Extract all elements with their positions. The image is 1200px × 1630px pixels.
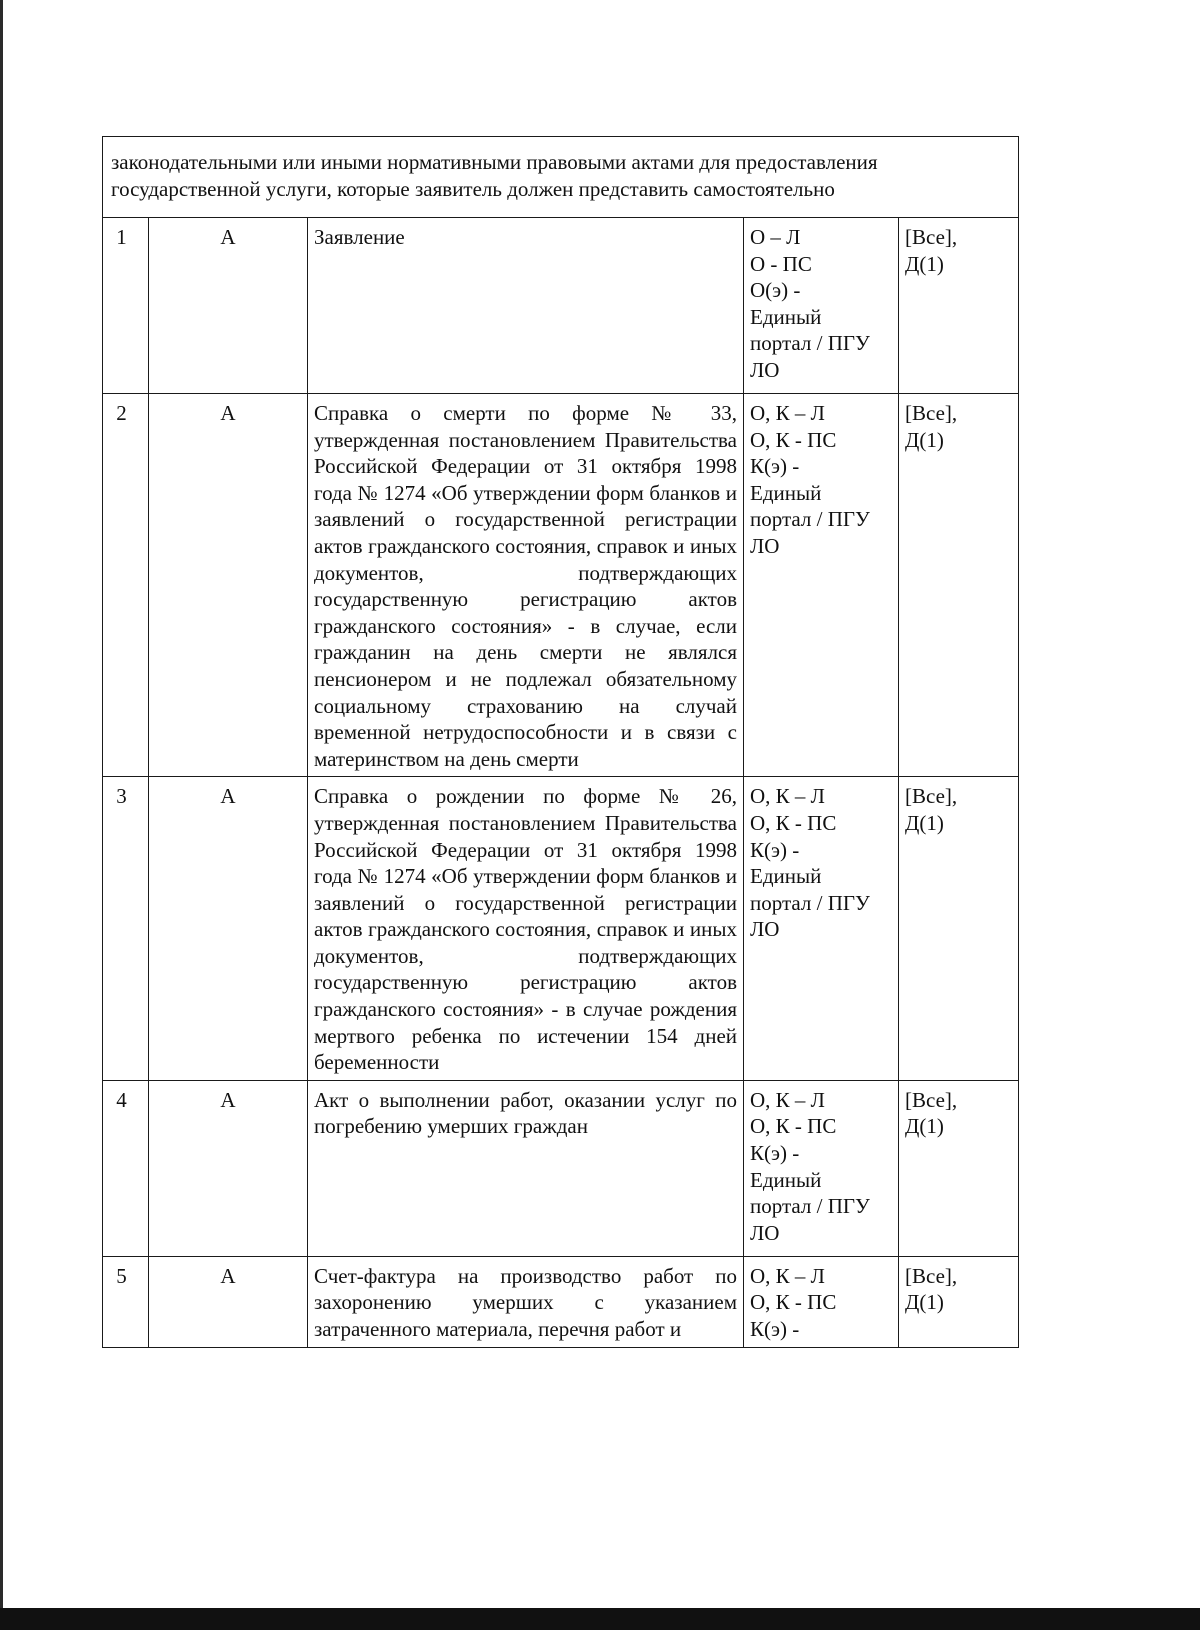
row-number: 4 — [103, 1080, 149, 1256]
row-submission-method — [744, 1256, 899, 1347]
document-table — [102, 136, 1019, 1348]
table-row — [103, 1256, 1019, 1347]
note-line: Д(1) — [905, 427, 944, 452]
row-submission-method — [744, 777, 899, 1081]
method-line: портал / ПГУ — [750, 890, 870, 915]
method-line: ЛО — [750, 917, 780, 942]
note-line: [Все], — [905, 1263, 958, 1288]
table-row — [103, 394, 1019, 777]
row-number: 3 — [103, 777, 149, 1081]
row-description-text: Счет-фактура на производство работ по захоронению умерших с указанием затраченного материала, перечня работ и — [314, 1263, 737, 1342]
method-line: О, К – Л — [750, 1087, 825, 1112]
method-line: Единый — [750, 864, 822, 889]
table-header-text: законодательными или иными нормативными правовыми актами для предоставления государственной услуги, которые заявитель должен представить самостоятельно — [111, 150, 878, 201]
row-submission-method — [744, 218, 899, 394]
row-code: А — [149, 1080, 308, 1256]
row-description — [308, 777, 744, 1081]
table-row — [103, 1080, 1019, 1256]
method-line: К(э) - — [750, 837, 800, 862]
note-line: [Все], — [905, 784, 958, 809]
method-line: О(э) - — [750, 278, 801, 303]
method-line: Единый — [750, 1167, 822, 1192]
row-note — [899, 1080, 1019, 1256]
row-description-text: Заявление — [314, 225, 405, 249]
method-line: О - ПС — [750, 251, 812, 276]
method-line: О – Л — [750, 225, 801, 249]
note-line: [Все], — [905, 225, 958, 249]
method-line: О, К - ПС — [750, 427, 837, 452]
note-line: Д(1) — [905, 1114, 944, 1139]
method-line: Единый — [750, 480, 822, 505]
table-header-row — [103, 137, 1019, 218]
table-row — [103, 218, 1019, 394]
row-code: А — [149, 218, 308, 394]
method-line: портал / ПГУ — [750, 331, 870, 356]
row-description — [308, 1080, 744, 1256]
row-code: А — [149, 394, 308, 777]
row-code: А — [149, 777, 308, 1081]
row-description-text: Справка о рождении по форме № 26, утвержденная постановлением Правительства Российской Федерации от 31 октября 1998 года № 1274 «Об утверждении форм бланков и заявлений о государственной регистрации актов гражданского состояния, справок и иных документов, подтверждающих государственную регистрацию актов гражданского состояния» - в случае рождения мертвого ребенка по истечении 154 дней беременности — [314, 784, 737, 1075]
method-line: портал / ПГУ — [750, 507, 870, 532]
row-description — [308, 218, 744, 394]
page-edge — [0, 0, 3, 1630]
row-code: А — [149, 1256, 308, 1347]
method-line: К(э) - — [750, 1317, 800, 1342]
method-line: ЛО — [750, 533, 780, 558]
note-line: [Все], — [905, 1087, 958, 1112]
row-note — [899, 394, 1019, 777]
row-number: 2 — [103, 394, 149, 777]
row-description-text: Акт о выполнении работ, оказании услуг по погребению умерших граждан — [314, 1087, 737, 1139]
method-line: О, К - ПС — [750, 1114, 837, 1139]
note-line: Д(1) — [905, 1290, 944, 1315]
row-submission-method — [744, 394, 899, 777]
method-line: портал / ПГУ — [750, 1194, 870, 1219]
scan-bottom-band — [0, 1608, 1200, 1630]
method-line: О, К - ПС — [750, 1290, 837, 1315]
method-line: К(э) - — [750, 1141, 800, 1166]
row-description — [308, 1256, 744, 1347]
row-description-text: Справка о смерти по форме № 33, утвержденная постановлением Правительства Российской Федерации от 31 октября 1998 года № 1274 «Об утверждении форм бланков и заявлений о государственной регистрации актов гражданского состояния, справок и иных документов, подтверждающих государственную регистрацию актов гражданского состояния» - в случае, если гражданин на день смерти не являлся пенсионером и не подлежал обязательному социальному страхованию на случай временной нетрудоспособности и в связи с материнством на день смерти — [314, 401, 737, 771]
row-number: 5 — [103, 1256, 149, 1347]
method-line: ЛО — [750, 1220, 780, 1245]
note-line: Д(1) — [905, 251, 944, 276]
method-line: К(э) - — [750, 454, 800, 479]
table-header-cell — [103, 137, 1019, 218]
method-line: ЛО — [750, 357, 780, 382]
row-note — [899, 218, 1019, 394]
row-number: 1 — [103, 218, 149, 394]
method-line: О, К – Л — [750, 401, 825, 425]
row-note — [899, 777, 1019, 1081]
method-line: О, К - ПС — [750, 810, 837, 835]
row-note — [899, 1256, 1019, 1347]
row-submission-method — [744, 1080, 899, 1256]
note-line: Д(1) — [905, 810, 944, 835]
method-line: О, К – Л — [750, 1263, 825, 1288]
table-row — [103, 777, 1019, 1081]
note-line: [Все], — [905, 401, 958, 425]
method-line: Единый — [750, 304, 822, 329]
row-description — [308, 394, 744, 777]
method-line: О, К – Л — [750, 784, 825, 809]
